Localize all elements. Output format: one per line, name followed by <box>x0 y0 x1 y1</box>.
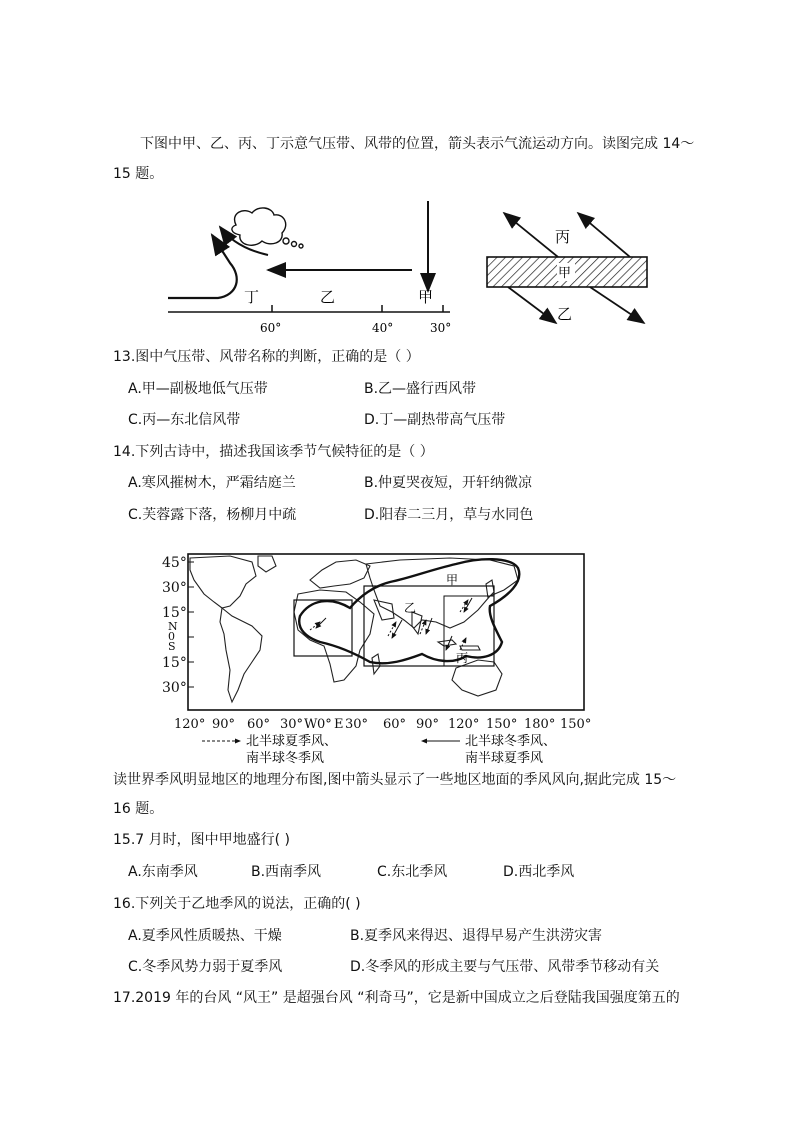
q14-option-b[interactable]: B.仲夏哭夜短，开轩纳微凉 <box>364 475 533 491</box>
map-frame <box>188 554 584 710</box>
lat-15n: 15° <box>162 605 187 621</box>
box-label-yi: 乙 <box>557 305 573 323</box>
lon-150w: 150° <box>560 717 592 732</box>
tick-60: 60° <box>260 321 282 335</box>
q14-option-a[interactable]: A.寒风摧树木，严霜结庭兰 <box>128 475 296 491</box>
lon-30w: 30° <box>280 717 304 732</box>
lon-90e: 90° <box>416 717 440 732</box>
q13-option-d[interactable]: D.丁—副热带高气压带 <box>364 412 506 428</box>
q16-option-d[interactable]: D.冬季风的形成主要与气压带、风带季节移动有关 <box>350 959 660 975</box>
q15-option-d[interactable]: D.西北季风 <box>503 864 575 880</box>
q15-option-b[interactable]: B.西南季风 <box>251 864 322 880</box>
q15-option-a[interactable]: A.东南季风 <box>128 864 198 880</box>
tick-40: 40° <box>372 321 394 335</box>
map-intro-line-2: 16 题。 <box>113 801 164 817</box>
lat-15s: 15° <box>162 655 187 671</box>
label-jia: 甲 <box>418 288 434 306</box>
label-ding: 丁 <box>244 288 260 306</box>
q15-stem: 15.7 月时，图中甲地盛行( ) <box>113 832 290 848</box>
map-intro-line-1: 读世界季风明显地区的地理分布图,图中箭头显示了一些地区地面的季风风向,据此完成 15～ <box>113 772 677 788</box>
q14-option-c[interactable]: C.芙蓉露下落，杨柳月中疏 <box>128 507 297 523</box>
tick-30: 30° <box>430 321 452 335</box>
map-label-bing: 丙 <box>456 651 469 665</box>
pressure-belt-figure <box>160 195 660 340</box>
curved-rising-arrow <box>168 235 237 298</box>
monsoon-map <box>160 550 600 768</box>
q13-option-a[interactable]: A.甲—副极地低气压带 <box>128 381 268 397</box>
box-label-jia: 甲 <box>558 266 572 281</box>
q14-stem: 14.下列古诗中，描述我国该季节气候特征的是（ ） <box>113 444 434 460</box>
q16-option-b[interactable]: B.夏季风来得迟、退得早易产生洪涝灾害 <box>350 928 603 944</box>
lat-30s: 30° <box>162 680 187 696</box>
intro-line-1: 下图中甲、乙、丙、丁示意气压带、风带的位置，箭头表示气流运动方向。读图完成 14～ <box>140 136 695 152</box>
lon-0: 0° <box>317 717 332 732</box>
q14-option-d[interactable]: D.阳春二三月，草与水同色 <box>364 507 534 523</box>
box-label-bing: 丙 <box>555 228 571 246</box>
lat-45: 45° <box>162 555 187 571</box>
q13-option-c[interactable]: C.丙—东北信风带 <box>128 412 241 428</box>
map-label-jia: 甲 <box>446 573 459 587</box>
legend-solid-line2: 南半球夏季风 <box>465 751 544 766</box>
cloud-icon <box>232 208 303 248</box>
q13-option-b[interactable]: B.乙—盛行西风带 <box>364 381 477 397</box>
lon-60e: 60° <box>383 717 407 732</box>
lat-30n: 30° <box>162 580 187 596</box>
map-label-yi: 乙 <box>404 601 417 615</box>
lon-120e: 120° <box>448 717 480 732</box>
legend-solid-line1: 北半球冬季风、 <box>465 734 557 749</box>
intro-line-2: 15 题。 <box>113 166 164 182</box>
lat-s: S <box>168 640 176 653</box>
q15-option-c[interactable]: C.东北季风 <box>377 864 448 880</box>
q16-stem: 16.下列关于乙地季风的说法，正确的( ) <box>113 896 361 912</box>
q17-stem: 17.2019 年的台风 “风王” 是超强台风 “利奇马”，它是新中国成立之后登陆我国强度第五的 <box>113 990 680 1006</box>
lon-e: E <box>334 717 344 732</box>
label-yi: 乙 <box>320 288 336 306</box>
lon-120w: 120° <box>174 717 206 732</box>
lon-180: 180° <box>524 717 556 732</box>
q13-stem: 13.图中气压带、风带名称的判断，正确的是（ ） <box>113 349 420 365</box>
lon-30e: 30° <box>345 717 369 732</box>
legend-dashed-line1: 北半球夏季风、 <box>246 734 338 749</box>
q16-option-a[interactable]: A.夏季风性质暖热、干燥 <box>128 928 282 944</box>
lon-w: W <box>304 717 318 732</box>
lon-90w: 90° <box>212 717 236 732</box>
q16-option-c[interactable]: C.冬季风势力弱于夏季风 <box>128 959 283 975</box>
lon-60w: 60° <box>247 717 271 732</box>
lat-n: N <box>168 620 178 633</box>
lon-150e: 150° <box>486 717 518 732</box>
legend-dashed-line2: 南半球冬季风 <box>246 751 325 766</box>
lat-0: 0 <box>168 630 175 643</box>
